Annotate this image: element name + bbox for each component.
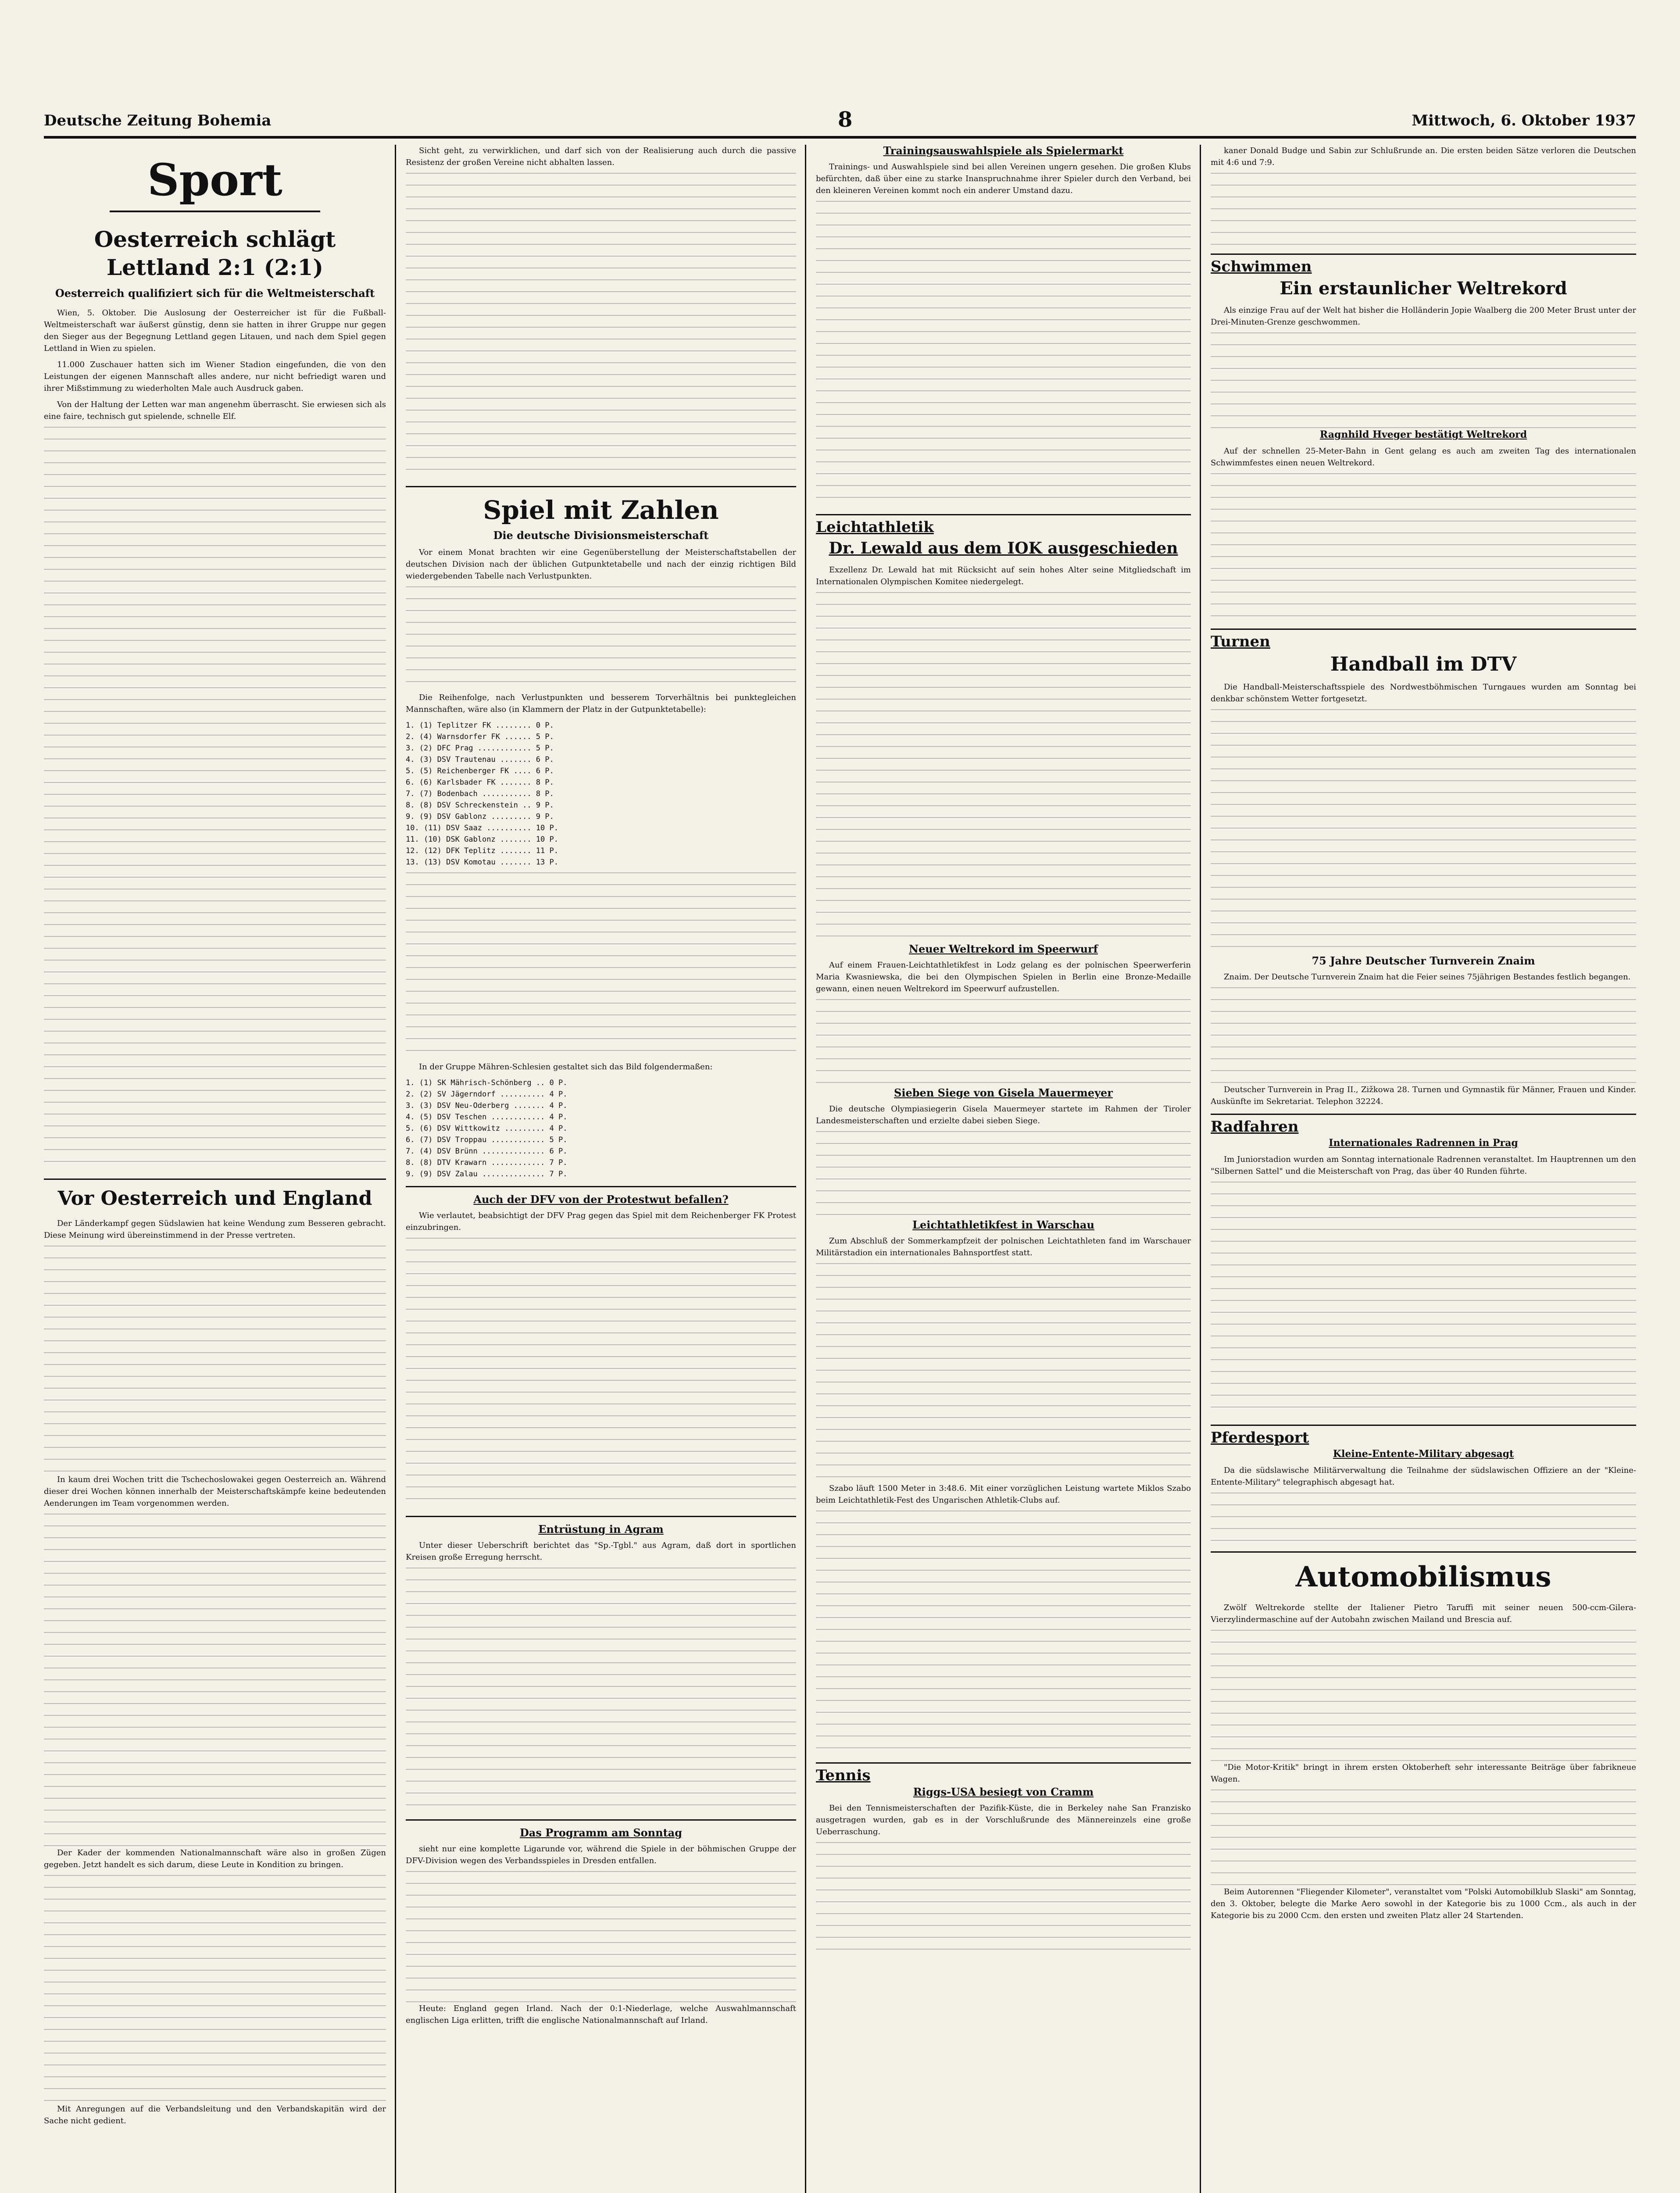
- table-row: 12. (12) DFK Teplitz ....... 11 P.: [406, 846, 558, 855]
- body-text-lines: [406, 173, 796, 480]
- article-paragraph: Die Reihenfolge, nach Verlustpunkten und besserem Torverhältnis bei punktegleichen Mannschaften, wäre also (in Klammern der Platz in der Gutpunktetabelle):: [406, 693, 796, 714]
- article-paragraph: Die deutsche Olympiasiegerin Gisela Mauermeyer startete im Rahmen der Tiroler Landesmeisterschaften und erzielte dabei sieben Siege.: [816, 1104, 1191, 1125]
- article-paragraph: Szabo läuft 1500 Meter in 3:48.6. Mit einer vorzüglichen Leistung wartete Miklos Szabo beim Leichtathletik-Fest des Ungarischen Athletik-Clubs auf.: [816, 1484, 1191, 1505]
- column-rule-3: [1200, 145, 1201, 2193]
- standings-table-boehmen: [406, 720, 796, 868]
- section-title-automobilismus: Automobilismus: [1295, 1561, 1551, 1593]
- article-paragraph: sieht nur eine komplette Ligarunde vor, während die Spiele in der böhmischen Gruppe der DFV-Division wegen des Verbandsspieles in Dresden entfallen.: [406, 1844, 796, 1865]
- section-title-sport: Sport: [110, 149, 320, 212]
- subheadline: Oesterreich qualifiziert sich für die Weltmeisterschaft: [55, 287, 375, 300]
- headline-programm-sonntag: Das Programm am Sonntag: [519, 1826, 682, 1839]
- headline-oesterreich-lettland: Oesterreich schlägt Lettland 2:1 (2:1): [94, 226, 336, 280]
- headline-protestwut: Auch der DFV von der Protestwut befallen?: [473, 1193, 729, 1206]
- body-text-lines: [406, 586, 796, 692]
- article-paragraph: "Die Motor-Kritik" bringt in ihrem ersten Oktoberheft sehr interessante Beiträge über fabrikneue Wagen.: [1211, 1763, 1636, 1784]
- notice-turnverein-prag: Deutscher Turnverein in Prag II., Zižkowa 28. Turnen und Gymnastik für Männer, Frauen und Kinder. Auskünfte im Sekretariat. Telephon 32224.: [1211, 1085, 1636, 1106]
- divider: [1211, 1114, 1636, 1115]
- table-row: 7. (7) Bodenbach ........... 8 P.: [406, 789, 554, 798]
- headline-weltrekord: Ein erstaunlicher Weltrekord: [1280, 278, 1567, 299]
- body-text-lines: [406, 872, 796, 1061]
- article-paragraph: Bei den Tennismeisterschaften der Pazifik-Küste, die in Berkeley nahe San Franzisko ausgetragen wurden, gab es in der Vorschlußrunde des Männereinzels eine große Ueberraschung.: [816, 1804, 1191, 1836]
- body-text-lines: [1211, 332, 1636, 429]
- table-row: 1. (1) SK Mährisch-Schönberg .. 0 P.: [406, 1079, 568, 1087]
- divider: [406, 486, 796, 487]
- article-paragraph: Wie verlautet, beabsichtigt der DFV Prag gegen das Spiel mit dem Reichenberger FK Protest einzubringen.: [406, 1211, 796, 1232]
- table-row: 7. (4) DSV Brünn .............. 6 P.: [406, 1147, 568, 1156]
- body-text-lines: [406, 1871, 796, 2003]
- body-text-lines: [1211, 173, 1636, 247]
- column-rule-2: [805, 145, 806, 2193]
- article-paragraph: Zwölf Weltrekorde stellte der Italiener Pietro Taruffi mit seiner neuen 500-ccm-Gilera-Vierzylindermaschine auf der Autobahn zwischen Mailand und Brescia auf.: [1211, 1603, 1636, 1624]
- article-paragraph: In kaum drei Wochen tritt die Tschechoslowakei gegen Oesterreich an. Während dieser drei Wochen können innerhalb der Meisterschaftskämpfe keine bedeutenden Aenderungen im Team vorgenommen werden.: [44, 1475, 386, 1508]
- body-text-lines: [44, 1514, 386, 1847]
- article-paragraph: Vor einem Monat brachten wir eine Gegenüberstellung der Meisterschaftstabellen der deutschen Division nach der üblichen Gutpunktetabelle und nach der einzig richtigen Bild wiedergebenden Tabelle nach Verlustpunkten.: [406, 548, 796, 581]
- subheadline: Die deutsche Divisionsmeisterschaft: [493, 529, 709, 542]
- table-row: 10. (11) DSV Saaz .......... 10 P.: [406, 824, 558, 832]
- article-paragraph: Wien, 5. Oktober. Die Auslosung der Oesterreicher ist für die Fußball-Weltmeisterschaft war äußerst günstig, denn sie hatten in ihrer Gruppe nur gegen den Sieger aus der Begegnung Lettland gegen Litauen, und nach dem Spiel gegen Lettland in Wien zu spielen.: [44, 308, 386, 353]
- headline-mauermeyer: Sieben Siege von Gisela Mauermeyer: [894, 1086, 1113, 1099]
- article-paragraph: Da die südslawische Militärverwaltung die Teilnahme der südslawischen Offiziere an der "Kleine-Entente-Military" telegraphisch abgesagt hat.: [1211, 1466, 1636, 1487]
- body-text-lines: [816, 1263, 1191, 1482]
- table-row: 9. (9) DSV Gablonz ......... 9 P.: [406, 812, 554, 821]
- headline-handball: Handball im DTV: [1330, 653, 1517, 675]
- divider: [816, 1762, 1191, 1764]
- article-paragraph: Als einzige Frau auf der Welt hat bisher die Holländerin Jopie Waalberg die 200 Meter Brust unter der Drei-Minuten-Grenze geschwommen.: [1211, 306, 1636, 327]
- article-paragraph: 11.000 Zuschauer hatten sich im Wiener Stadion eingefunden, die von den Leistungen der eigenen Mannschaft alles andere, nur nicht befriedigt waren und ihrer Mißstimmung zu wiederholten Male auch Ausdruck gaben.: [44, 360, 386, 393]
- table-row: 9. (9) DSV Zalau .............. 7 P.: [406, 1170, 568, 1179]
- column-1: [44, 145, 386, 2193]
- table-row: 13. (13) DSV Komotau ....... 13 P.: [406, 858, 558, 867]
- headline-radrennen: Internationales Radrennen in Prag: [1329, 1137, 1518, 1149]
- divider: [406, 1516, 796, 1517]
- headline-lewald: Dr. Lewald aus dem IOK ausgeschieden: [829, 539, 1178, 557]
- article-paragraph: In der Gruppe Mähren-Schlesien gestaltet sich das Bild folgendermaßen:: [419, 1062, 713, 1071]
- column-4: [1211, 145, 1636, 2193]
- body-text-lines: [44, 427, 386, 1172]
- article-paragraph: Von der Haltung der Letten war man angenehm überrascht. Sie erwiesen sich als eine faire, technisch gut spielende, schnelle Elf.: [44, 400, 386, 421]
- headline-military: Kleine-Entente-Military abgesagt: [1333, 1448, 1514, 1460]
- article-paragraph: Exzellenz Dr. Lewald hat mit Rücksicht auf sein hohes Alter seine Mitgliedschaft im Internationalen Olympischen Komitee niedergelegt.: [816, 565, 1191, 586]
- divider: [44, 1179, 386, 1180]
- headline-vor-oesterreich-england: Vor Oesterreich und England: [57, 1187, 372, 1210]
- body-text-lines: [1211, 709, 1636, 955]
- column-2: [406, 145, 796, 2193]
- standings-table-maehren: [406, 1077, 796, 1180]
- body-text-lines: [1211, 1630, 1636, 1761]
- table-row: 4. (3) DSV Trautenau ....... 6 P.: [406, 755, 554, 764]
- headline-hveger: Ragnhild Hveger bestätigt Weltrekord: [1319, 429, 1527, 440]
- body-text-lines: [1211, 1182, 1636, 1418]
- table-row: 11. (10) DSK Gablonz ....... 10 P.: [406, 835, 558, 844]
- section-title-radfahren: Radfahren: [1211, 1118, 1299, 1136]
- article-paragraph: Auf der schnellen 25-Meter-Bahn in Gent gelang es auch am zweiten Tag des internationalen Schwimmfestes einen neuen Weltrekord.: [1211, 446, 1636, 468]
- issue-date: Mittwoch, 6. Oktober 1937: [1412, 112, 1636, 129]
- table-row: 4. (5) DSV Teschen ............ 4 P.: [406, 1113, 568, 1122]
- table-row: 5. (6) DSV Wittkowitz ......... 4 P.: [406, 1124, 568, 1133]
- article-paragraph: Unter dieser Ueberschrift berichtet das "Sp.-Tgbl." aus Agram, daß dort in sportlichen Kreisen große Erregung herrscht.: [406, 1541, 796, 1562]
- header-rule: [44, 136, 1636, 139]
- body-text-lines: [1211, 987, 1636, 1084]
- article-paragraph: Im Juniorstadion wurden am Sonntag internationale Radrennen veranstaltet. Im Hauptrennen um den "Silbernen Sattel" und die Meisterschaft von Prag, das über 40 Runden führte.: [1211, 1155, 1636, 1176]
- article-paragraph: Die Handball-Meisterschaftsspiele des Nordwestböhmischen Turngaues wurden am Sonntag bei denkbar schönstem Wetter fortgesetzt.: [1211, 682, 1636, 704]
- divider: [406, 1819, 796, 1821]
- article-paragraph: Znaim. Der Deutsche Turnverein Znaim hat die Feier seines 75jährigen Bestandes festlich begangen.: [1224, 972, 1631, 982]
- divider: [1211, 629, 1636, 630]
- body-text-lines: [816, 1511, 1191, 1756]
- section-title-turnen: Turnen: [1211, 633, 1270, 650]
- body-text-lines: [1211, 1789, 1636, 1886]
- section-title-tennis: Tennis: [816, 1767, 871, 1784]
- divider: [1211, 1425, 1636, 1426]
- table-row: 8. (8) DSV Schreckenstein .. 9 P.: [406, 801, 554, 810]
- article-paragraph: Mit Anregungen auf die Verbandsleitung und den Verbandskapitän wird der Sache nicht gedient.: [44, 2104, 386, 2125]
- table-row: 8. (8) DTV Krawarn ............ 7 P.: [406, 1158, 568, 1167]
- column-rule-1: [395, 145, 396, 2193]
- table-row: 3. (2) DFC Prag ............ 5 P.: [406, 744, 554, 753]
- page-number: 8: [838, 107, 853, 132]
- headline-warschau: Leichtathletikfest in Warschau: [912, 1218, 1094, 1231]
- table-row: 2. (2) SV Jägerndorf .......... 4 P.: [406, 1090, 568, 1099]
- column-3: [816, 145, 1191, 2193]
- article-paragraph: Sicht geht, zu verwirklichen, und darf sich von der Realisierung auch durch die passive Resistenz der großen Vereine nicht abhalten lassen.: [406, 146, 796, 167]
- table-row: 6. (6) Karlsbader FK ....... 8 P.: [406, 778, 554, 787]
- body-text-lines: [816, 1131, 1191, 1219]
- body-text-lines: [406, 1568, 796, 1813]
- divider: [1211, 254, 1636, 255]
- body-text-lines: [816, 201, 1191, 508]
- article-paragraph: Der Länderkampf gegen Südslawien hat keine Wendung zum Besseren gebracht. Diese Meinung wird übereinstimmend in der Presse vertreten.: [44, 1219, 386, 1240]
- section-title-leichtathletik: Leichtathletik: [816, 518, 934, 536]
- body-text-lines: [1211, 1493, 1636, 1545]
- article-paragraph: kaner Donald Budge und Sabin zur Schlußrunde an. Die ersten beiden Sätze verloren die Deutschen mit 4:6 und 7:9.: [1211, 146, 1636, 167]
- body-text-lines: [406, 1238, 796, 1510]
- headline-riggs-cramm: Riggs-USA besiegt von Cramm: [913, 1786, 1094, 1798]
- headline-entruestung-agram: Entrüstung in Agram: [538, 1523, 664, 1536]
- article-paragraph: Der Kader der kommenden Nationalmannschaft wäre also in großen Zügen gegeben. Jetzt handelt es sich darum, diese Leute in Kondition zu bringen.: [44, 1848, 386, 1869]
- divider: [1211, 1551, 1636, 1553]
- table-row: 6. (7) DSV Troppau ............ 5 P.: [406, 1136, 568, 1144]
- article-paragraph: Trainings- und Auswahlspiele sind bei allen Vereinen ungern gesehen. Die großen Klubs befürchten, daß über eine zu starke Inanspruchnahme ihrer Spieler durch den Verband, bei den kleineren Vereinen kommt noch ein anderer Umstand dazu.: [816, 162, 1191, 195]
- body-text-lines: [816, 1842, 1191, 1956]
- article-paragraph: Beim Autorennen "Fliegender Kilometer", veranstaltet vom "Polski Automobilklub Slaski" am Sonntag, den 3. Oktober, belegte die Marke Aero sowohl in der Kategorie bis zu 1000 Ccm., als auch in der Kategorie bis zu 2000 Ccm. den ersten und zweiten Platz aller 24 Startenden.: [1211, 1887, 1636, 1920]
- headline-znaim: 75 Jahre Deutscher Turnverein Znaim: [1312, 954, 1535, 967]
- body-text-lines: [44, 1875, 386, 2103]
- headline-spielermarkt: Trainingsauswahlspiele als Spielermarkt: [883, 145, 1124, 157]
- body-text-lines: [1211, 473, 1636, 622]
- article-paragraph: Heute: England gegen Irland. Nach der 0:1-Niederlage, welche Auswahlmannschaft englischen Liga erlitten, trifft die englische Nationalmannschaft auf Irland.: [406, 2004, 796, 2025]
- headline-speerwurf: Neuer Weltrekord im Speerwurf: [909, 943, 1098, 955]
- table-row: 2. (4) Warnsdorfer FK ...... 5 P.: [406, 732, 554, 741]
- table-row: 3. (3) DSV Neu-Oderberg ....... 4 P.: [406, 1101, 568, 1110]
- divider: [406, 1186, 796, 1187]
- body-text-lines: [816, 999, 1191, 1087]
- divider: [816, 514, 1191, 515]
- body-text-lines: [44, 1246, 386, 1474]
- section-title-pferdesport: Pferdesport: [1211, 1429, 1309, 1447]
- newspaper-name: Deutsche Zeitung Bohemia: [44, 112, 272, 129]
- section-title-schwimmen: Schwimmen: [1211, 258, 1312, 275]
- headline-spiel-mit-zahlen: Spiel mit Zahlen: [483, 495, 719, 525]
- article-paragraph: Zum Abschluß der Sommerkampfzeit der polnischen Leichtathleten fand im Warschauer Militärstadion ein internationales Bahnsportfest statt.: [816, 1236, 1191, 1257]
- table-row: 5. (5) Reichenberger FK .... 6 P.: [406, 767, 554, 775]
- body-text-lines: [816, 592, 1191, 943]
- table-row: 1. (1) Teplitzer FK ........ 0 P.: [406, 721, 554, 730]
- article-paragraph: Auf einem Frauen-Leichtathletikfest in Lodz gelang es der polnischen Speerwerferin Maria Kwasniewska, die bei den Olympischen Spielen in Berlin eine Bronze-Medaille gewann, einen neuen Weltrekord im Speerwurf aufzustellen.: [816, 961, 1191, 993]
